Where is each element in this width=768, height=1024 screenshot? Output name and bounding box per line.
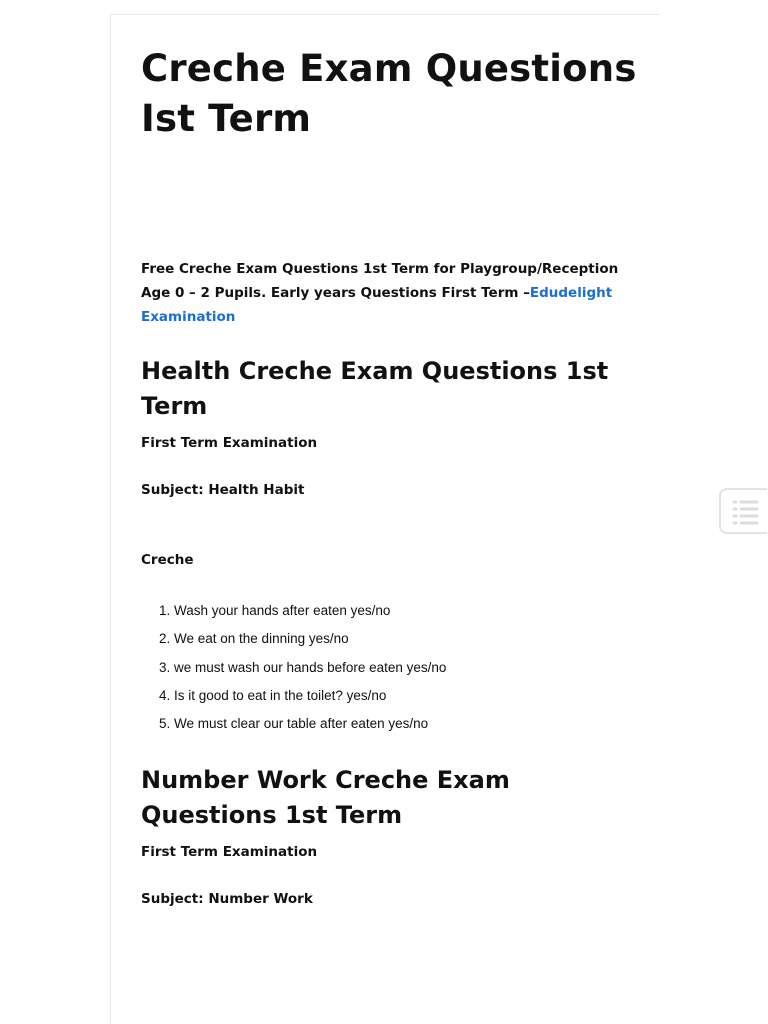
- health-question-list: [141, 597, 641, 738]
- number-exam-label: First Term Examination: [141, 844, 318, 861]
- health-section-heading: Health Creche Exam Questions 1st Term: [141, 357, 609, 420]
- list-item: 4. Is it good to eat in the toilet? yes/no: [174, 682, 641, 710]
- page-title: Creche Exam Questions Ist Term: [141, 47, 637, 140]
- list-item: 5. We must clear our table after eaten yes/no: [174, 710, 641, 738]
- list-item: 2. We eat on the dinning yes/no: [174, 625, 641, 653]
- number-subject-label: Subject: Number Work: [141, 891, 313, 908]
- list-item: 3. we must wash our hands before eaten yes/no: [174, 654, 641, 682]
- article-content: [141, 44, 641, 908]
- intro-paragraph: [141, 257, 633, 329]
- health-level-label: Creche: [141, 552, 194, 568]
- intro-text: Free Creche Exam Questions 1st Term for Playgroup/Reception Age 0 – 2 Pupils. Early years Questions First Term –: [141, 261, 619, 301]
- list-icon: [731, 498, 759, 526]
- health-exam-label: First Term Examination: [141, 435, 318, 451]
- table-of-contents-button[interactable]: [719, 488, 767, 534]
- list-item: 1. Wash your hands after eaten yes/no: [174, 597, 641, 625]
- number-section-heading: Number Work Creche Exam Questions 1st Term: [141, 766, 510, 830]
- health-subject-label: Subject: Health Habit: [141, 482, 305, 498]
- edudelight-examination-link[interactable]: Edudelight Examination: [141, 285, 613, 325]
